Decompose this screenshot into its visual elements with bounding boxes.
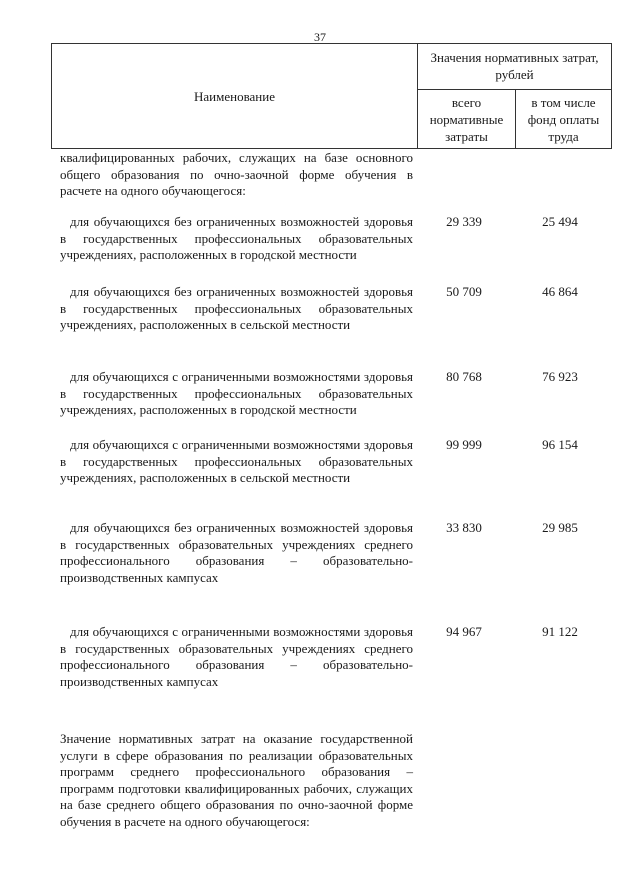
row-total-value: 50 709: [446, 284, 482, 299]
header-total-column: всего нормативные затраты: [429, 94, 504, 144]
row-label: для обучающихся без ограниченных возможностей здоровья в государственных профессиональных образовательных учреждениях, расположенных в городской местности: [60, 214, 413, 263]
row-fund-value: 29 985: [542, 520, 578, 535]
row-total-value: 99 999: [446, 437, 482, 452]
row-total-value: 80 768: [446, 369, 482, 384]
header-values-group: Значения нормативных затрат, рублей: [430, 50, 599, 82]
table-header: [51, 43, 612, 149]
page-number: 37: [314, 30, 326, 44]
header-fund-column: в том числе фонд оплаты труда: [527, 94, 600, 144]
row-total-value: 94 967: [446, 624, 482, 639]
row-fund-value: 46 864: [542, 284, 578, 299]
row-total-value: 33 830: [446, 520, 482, 535]
row-fund-value: 76 923: [542, 369, 578, 384]
row-label: для обучающихся с ограниченными возможностями здоровья в государственных образовательных учреждениях среднего профессионального образования – образовательно-производственных кампусах: [60, 624, 413, 689]
row-fund-value: 96 154: [542, 437, 578, 452]
row-fund-value: 25 494: [542, 214, 578, 229]
row-fund-value: 91 122: [542, 624, 578, 639]
footer-text: Значение нормативных затрат на оказание государственной услуги в сфере образования по реализации образовательных программ среднего профессионального образования – программ подготовки квалифицированных рабочих, служащих на базе среднего общего образования по очно-заочной форме обучения в расчете на одного обучающегося:: [60, 731, 413, 829]
intro-text: квалифицированных рабочих, служащих на базе основного общего образования по очно-заочной форме обучения в расчете на одного обучающегося:: [60, 150, 413, 199]
row-label: для обучающихся без ограниченных возможностей здоровья в государственных образовательных учреждениях среднего профессионального образования – образовательно-производственных кампусах: [60, 520, 413, 585]
row-label: для обучающихся с ограниченными возможностями здоровья в государственных профессиональных образовательных учреждениях, расположенных в сельской местности: [60, 437, 413, 486]
header-name-column: Наименование: [194, 88, 275, 104]
row-label: для обучающихся без ограниченных возможностей здоровья в государственных профессиональных образовательных учреждениях, расположенных в сельской местности: [60, 284, 413, 333]
row-total-value: 29 339: [446, 214, 482, 229]
row-label: для обучающихся с ограниченными возможностями здоровья в государственных профессиональных образовательных учреждениях, расположенных в городской местности: [60, 369, 413, 418]
